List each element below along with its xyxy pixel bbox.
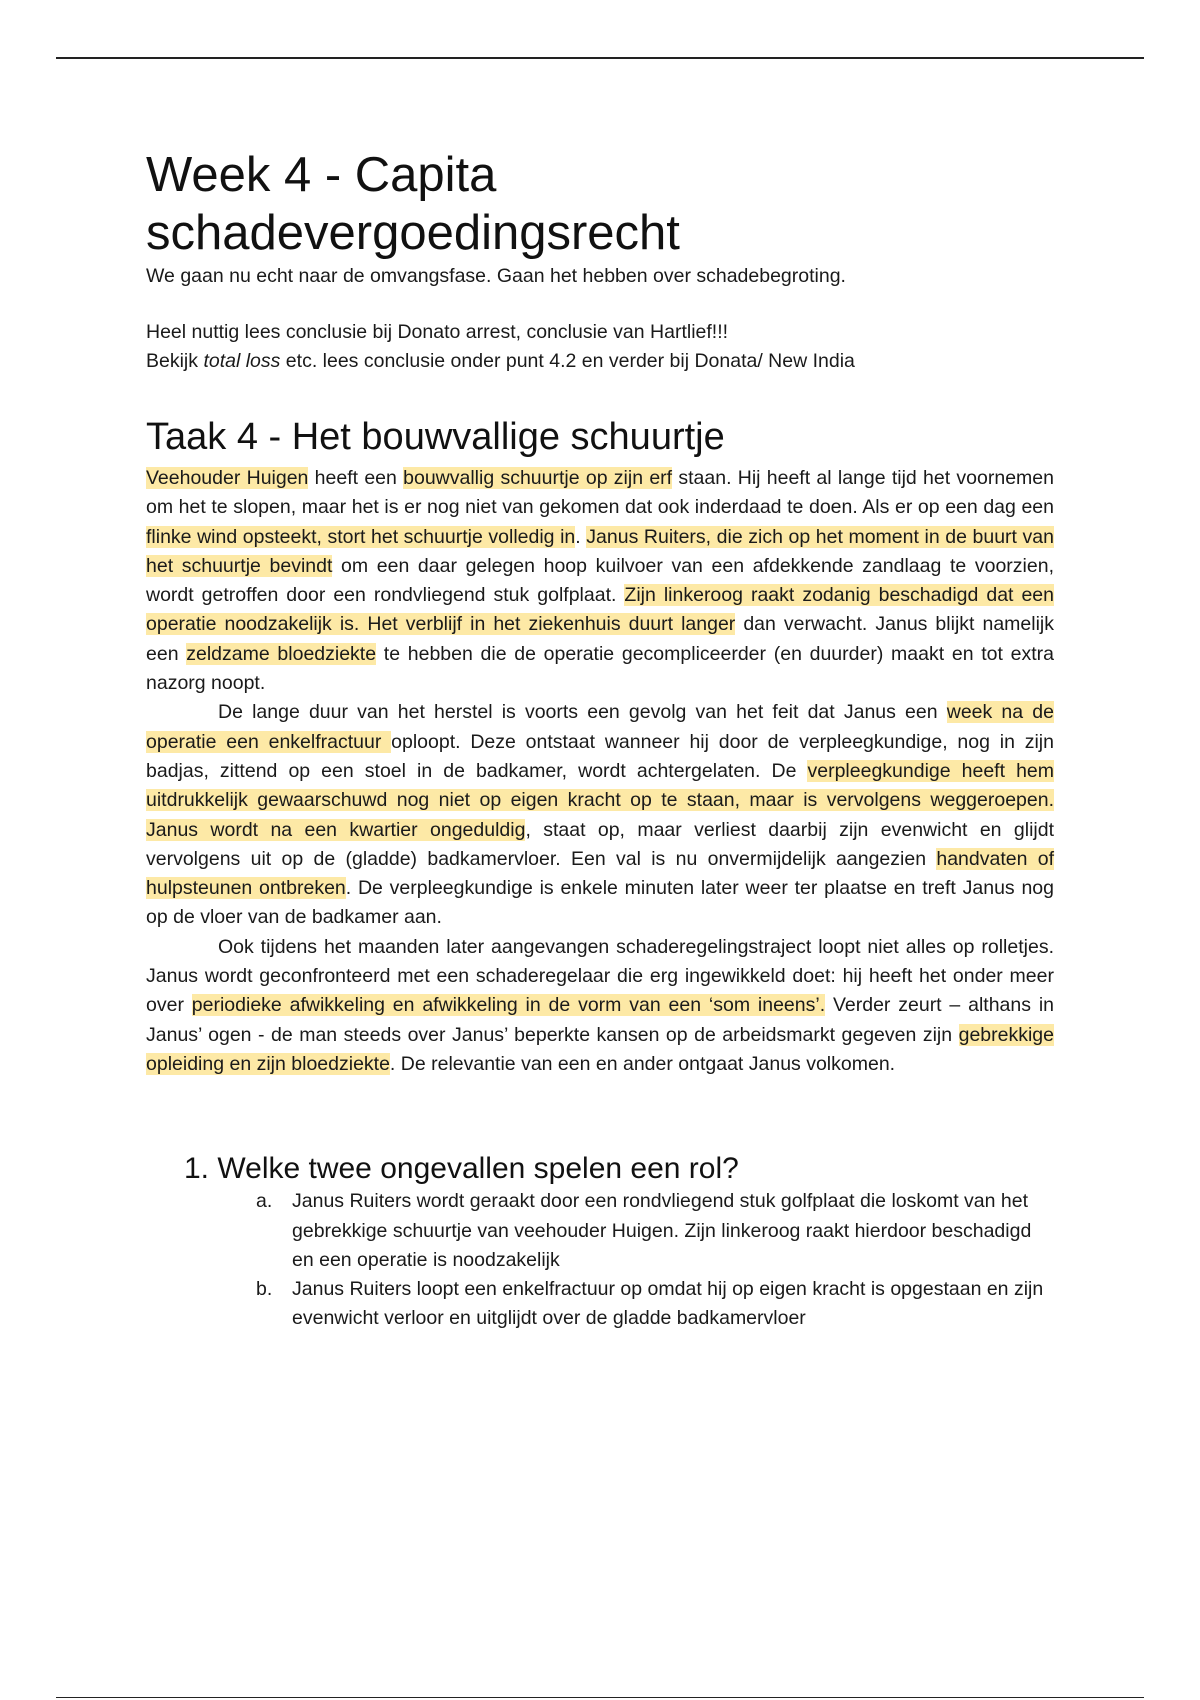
title-line-2: schadevergoedingsrecht: [146, 206, 680, 260]
bottom-rule: [56, 1697, 1144, 1698]
answer-item: [256, 1187, 1054, 1275]
top-rule: [56, 57, 1144, 59]
answer-list: [184, 1187, 1054, 1333]
title-line-1: Week 4 - Capita: [146, 148, 497, 202]
text-run: . De verpleegkundige is enkele minuten later weer ter plaatse en treft Janus nog op de vloer van de badkamer aan.: [146, 877, 1054, 929]
highlighted-text: Janus wordt na een kwartier ongeduldig: [146, 818, 526, 841]
text-run: .: [575, 525, 587, 548]
text-run: Verder zeurt – althans in Janus’ ogen - de man steeds over Janus’ beperkte kansen op de arbeidsmarkt gegeven zijn: [146, 994, 1055, 1046]
intro-text: We gaan nu echt naar de omvangsfase. Gaan het hebben over schadebegroting.: [146, 265, 846, 287]
answer-text: Janus Ruiters loopt een enkelfractuur op omdat hij op eigen kracht is opgestaan en zijn evenwicht verloor en uitglijdt over de gladde badkamervloer: [292, 1278, 1044, 1330]
highlighted-text: week na de operatie een enkelfractuur: [146, 701, 1054, 753]
text-run: dan verwacht. Janus blijkt namelijk een: [146, 613, 1054, 665]
highlighted-text: verpleegkundige heeft hem uitdrukkelijk gewaarschuwd nog niet op eigen kracht op te staan, maar is vervolgens weggeroepen.: [146, 759, 1055, 812]
case-paragraph-2: [146, 698, 1054, 932]
highlighted-text: bouwvallig schuurtje op zijn erf: [403, 467, 673, 489]
text-run: , staat op, maar verliest daarbij zijn evenwicht en glijdt vervolgens uit op de (gladde) badkamervloer. Een val is nu onvermijdelijk aangezien: [146, 818, 1054, 870]
highlighted-text: flinke wind opsteekt, stort het schuurtje volledig in: [146, 525, 576, 548]
case-text: [146, 464, 1054, 1079]
question-section: [184, 1151, 1054, 1333]
task-heading: Taak 4 - Het bouwvallige schuurtje: [146, 416, 725, 458]
question-heading: 1. Welke twee ongevallen spelen een rol?: [184, 1152, 739, 1186]
note-line-2: [146, 347, 1054, 376]
document-page: [146, 146, 1054, 1334]
text-run: Ook tijdens het maanden later aangevangen schaderegelingstraject loopt niet alles op rolletjes. Janus wordt geconfronteerd met een schaderegelaar die erg ingewikkeld doet: hij heeft het onder meer over: [146, 935, 1054, 1017]
text-run: om een daar gelegen hoop kuilvoer van een afdekkende zandlaag te voorzien, wordt getroffen door een rondvliegend stuk golfplaat.: [146, 554, 1054, 607]
text-run: staan. Hij heeft al lange tijd het voornemen om het te slopen, maar het is er nog niet van gekomen dat ook inderdaad te doen. Als er op een dag een: [146, 467, 1054, 519]
text-run: te hebben die de operatie gecompliceerder (en duurder) maakt en tot extra nazorg noopt.: [146, 642, 1054, 695]
highlighted-text: Zijn linkeroog raakt zodanig beschadigd dat een operatie noodzakelijk is. Het verblijf in het ziekenhuis duurt langer: [146, 584, 1054, 636]
case-paragraph-3: [146, 933, 1054, 1079]
note-line-2-italic: total loss: [203, 350, 281, 372]
text-run: De lange duur van het herstel is voorts een gevolg van het feit dat Janus een: [218, 701, 947, 724]
notes-block: [146, 318, 1054, 376]
note-line-2-prefix: Bekijk: [146, 350, 204, 372]
text-run: oploopt. Deze ontstaat wanneer hij door de verpleegkundige, nog in zijn badjas, zittend op een stoel in de badkamer, wordt achtergelaten. De: [146, 730, 1054, 782]
note-line-2-suffix: etc. lees conclusie onder punt 4.2 en verder bij Donata/ New India: [280, 350, 855, 372]
answer-marker: b.: [256, 1278, 273, 1301]
text-run: heeft een: [308, 467, 404, 489]
highlighted-text: gebrekkige opleiding en zijn bloedziekte: [146, 1023, 1054, 1075]
highlighted-text: zeldzame bloedziekte: [186, 642, 377, 665]
answer-item: [256, 1275, 1054, 1334]
answer-marker: a.: [256, 1190, 273, 1213]
highlighted-text: Veehouder Huigen: [146, 467, 309, 489]
page-title: [146, 146, 1054, 262]
answer-text: Janus Ruiters wordt geraakt door een rondvliegend stuk golfplaat die loskomt van het gebrekkige schuurtje van veehouder Huigen. Zijn linkeroog raakt hierdoor beschadigd en een operatie is noodzakelijk: [292, 1190, 1032, 1271]
note-line-1: Heel nuttig lees conclusie bij Donato arrest, conclusie van Hartlief!!!: [146, 321, 729, 343]
text-run: . De relevantie van een en ander ontgaat Janus volkomen.: [389, 1052, 896, 1075]
case-paragraph-1: [146, 464, 1054, 698]
highlighted-text: periodieke afwikkeling en afwikkeling in de vorm van een ‘som ineens’.: [191, 994, 826, 1017]
highlighted-text: handvaten of hulpsteunen ontbreken: [146, 847, 1054, 900]
highlighted-text: Janus Ruiters, die zich op het moment in de buurt van het schuurtje bevindt: [146, 525, 1054, 577]
